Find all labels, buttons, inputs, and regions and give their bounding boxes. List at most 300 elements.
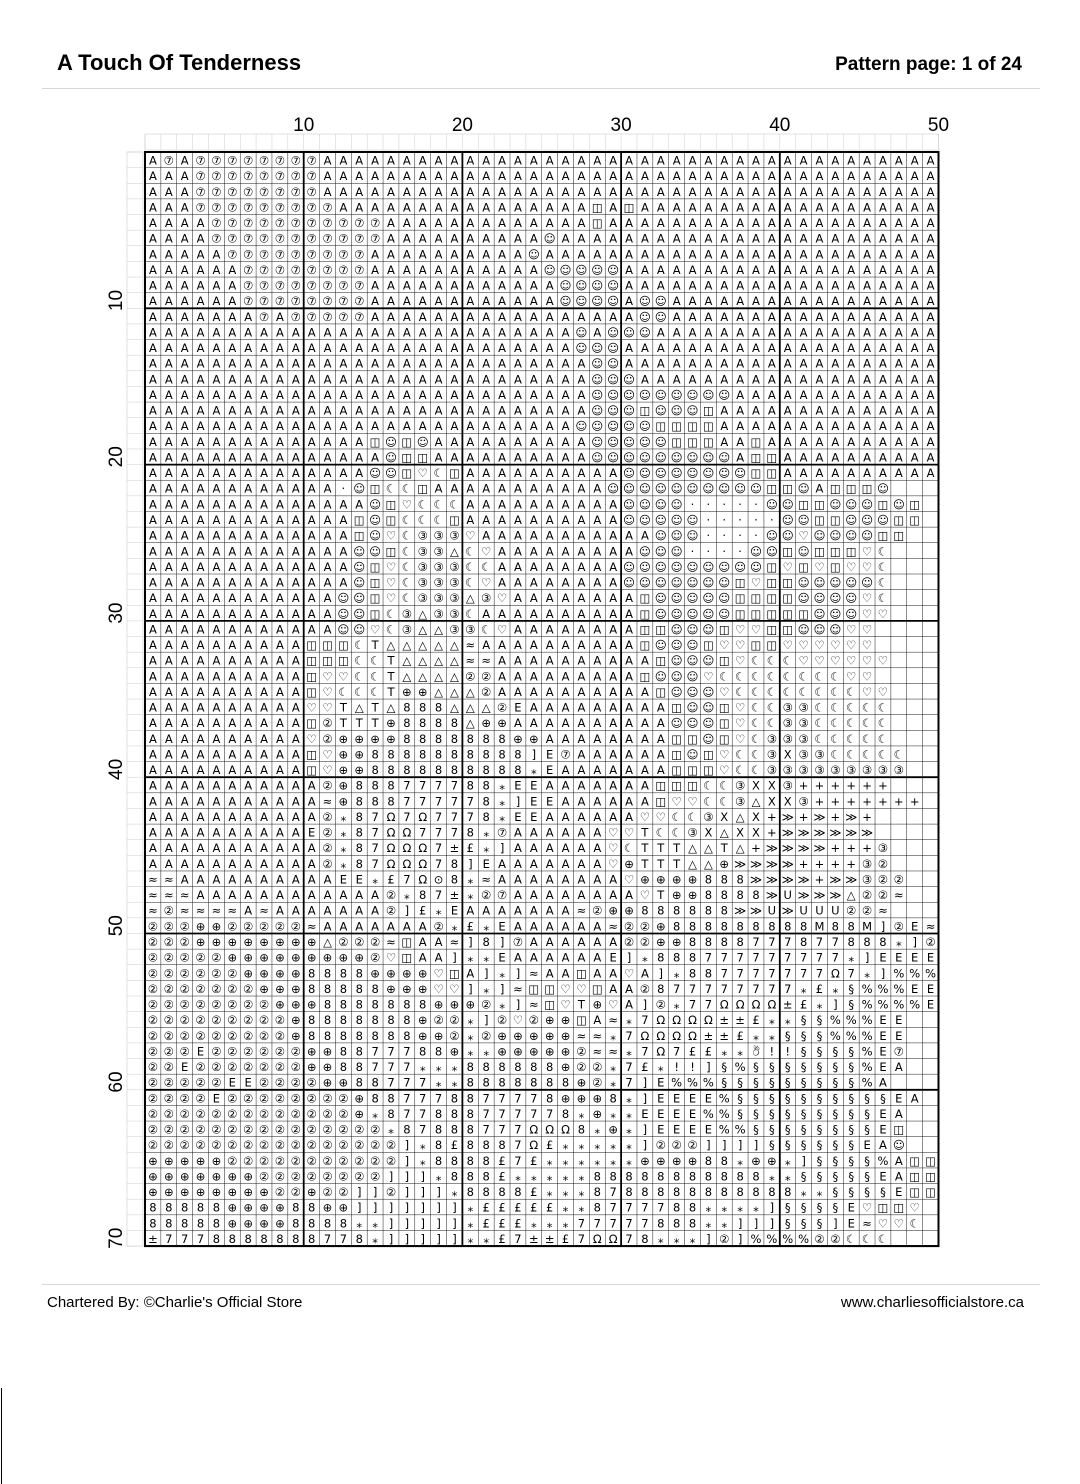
stitch-symbol: A bbox=[197, 419, 205, 433]
stitch-symbol: 8 bbox=[689, 1169, 696, 1183]
stitch-symbol: ◫ bbox=[655, 685, 666, 699]
stitch-symbol: A bbox=[720, 357, 728, 371]
stitch-symbol: A bbox=[895, 1060, 903, 1074]
stitch-symbol: ] bbox=[659, 966, 664, 980]
stitch-symbol: A bbox=[371, 310, 379, 324]
stitch-symbol: 8 bbox=[514, 1076, 521, 1090]
stitch-symbol: A bbox=[498, 872, 506, 886]
stitch-symbol: E bbox=[927, 951, 934, 965]
stitch-symbol: ☾ bbox=[751, 732, 761, 746]
stitch-symbol: A bbox=[847, 388, 855, 402]
stitch-symbol: A bbox=[244, 669, 252, 683]
stitch-symbol: A bbox=[324, 372, 332, 386]
stitch-symbol: + bbox=[878, 794, 888, 808]
stitch-symbol: △ bbox=[847, 888, 856, 902]
stitch-symbol: § bbox=[817, 1060, 823, 1074]
stitch-symbol: A bbox=[911, 247, 919, 261]
stitch-symbol: T bbox=[640, 857, 649, 871]
stitch-symbol: 8 bbox=[356, 794, 363, 808]
stitch-symbol: A bbox=[371, 919, 379, 933]
stitch-symbol: ☺ bbox=[560, 294, 572, 308]
stitch-symbol: A bbox=[244, 826, 252, 840]
stitch-symbol: 7 bbox=[673, 982, 680, 996]
stitch-symbol: ♡ bbox=[481, 544, 491, 558]
stitch-symbol: A bbox=[768, 200, 776, 214]
stitch-symbol: ☾ bbox=[703, 779, 713, 793]
stitch-symbol: A bbox=[562, 419, 570, 433]
stitch-symbol: ≈ bbox=[577, 1029, 587, 1043]
stitch-symbol: A bbox=[482, 310, 490, 324]
stitch-symbol: ☺ bbox=[766, 529, 778, 543]
stitch-symbol: 7 bbox=[752, 951, 759, 965]
stitch-symbol: ☾ bbox=[814, 701, 824, 715]
stitch-symbol: ⑦ bbox=[291, 185, 301, 199]
stitch-symbol: A bbox=[609, 591, 617, 605]
stitch-symbol: · bbox=[738, 513, 742, 527]
stitch-symbol: A bbox=[546, 450, 554, 464]
stitch-symbol: A bbox=[435, 216, 443, 230]
stitch-symbol: A bbox=[911, 310, 919, 324]
stitch-symbol: A bbox=[260, 325, 268, 339]
stitch-symbol: A bbox=[831, 279, 839, 293]
stitch-symbol: ☺ bbox=[591, 419, 603, 433]
stitch-symbol: 7 bbox=[673, 1044, 680, 1058]
stitch-symbol: 8 bbox=[483, 747, 490, 761]
stitch-symbol: E bbox=[705, 1091, 712, 1105]
stitch-symbol: 8 bbox=[467, 747, 474, 761]
stitch-symbol: A bbox=[197, 435, 205, 449]
stitch-symbol: ⊕ bbox=[545, 1029, 555, 1043]
stitch-symbol: A bbox=[451, 419, 459, 433]
stitch-symbol: ☺ bbox=[702, 716, 714, 730]
stitch-symbol: A bbox=[228, 482, 236, 496]
stitch-symbol: ☺ bbox=[623, 482, 635, 496]
stitch-symbol: A bbox=[546, 654, 554, 668]
stitch-symbol: A bbox=[800, 169, 808, 183]
stitch-symbol: ⑦ bbox=[338, 232, 348, 246]
stitch-symbol: Ω bbox=[418, 872, 427, 886]
stitch-symbol: ⊕ bbox=[513, 1044, 523, 1058]
stitch-symbol: ③ bbox=[783, 779, 793, 793]
stitch-symbol: ⑦ bbox=[354, 294, 364, 308]
stitch-symbol: 7 bbox=[689, 998, 696, 1012]
stitch-symbol: A bbox=[514, 669, 522, 683]
stitch-symbol: ② bbox=[243, 1060, 253, 1074]
stitch-symbol: § bbox=[848, 1154, 854, 1168]
stitch-symbol: ⁎ bbox=[610, 1138, 616, 1152]
stitch-symbol: A bbox=[514, 216, 522, 230]
stitch-symbol: A bbox=[546, 638, 554, 652]
stitch-symbol: ☺ bbox=[655, 669, 667, 683]
stitch-symbol: ◫ bbox=[719, 654, 730, 668]
stitch-symbol: ② bbox=[306, 1076, 316, 1090]
stitch-symbol: ⊕ bbox=[227, 935, 237, 949]
stitch-symbol: ② bbox=[243, 998, 253, 1012]
stitch-symbol: A bbox=[212, 872, 220, 886]
stitch-symbol: 8 bbox=[705, 904, 712, 918]
stitch-symbol: ② bbox=[338, 1091, 348, 1105]
stitch-symbol: A bbox=[260, 513, 268, 527]
stitch-symbol: 8 bbox=[721, 919, 728, 933]
stitch-symbol: ② bbox=[164, 1138, 174, 1152]
stitch-symbol: § bbox=[785, 1091, 791, 1105]
stitch-symbol: 8 bbox=[419, 763, 426, 777]
stitch-symbol: ⊕ bbox=[529, 1029, 539, 1043]
stitch-symbol: 8 bbox=[419, 888, 426, 902]
stitch-symbol: 8 bbox=[324, 1029, 331, 1043]
stitch-symbol: A bbox=[911, 263, 919, 277]
stitch-symbol: ⊕ bbox=[307, 1185, 317, 1199]
stitch-symbol: ⁎ bbox=[483, 1232, 489, 1246]
stitch-symbol: A bbox=[165, 216, 173, 230]
stitch-symbol: 8 bbox=[356, 826, 363, 840]
stitch-symbol: A bbox=[466, 404, 474, 418]
stitch-symbol: A bbox=[530, 404, 538, 418]
stitch-symbol: ⑦ bbox=[306, 279, 316, 293]
stitch-symbol: ⑦ bbox=[306, 216, 316, 230]
stitch-symbol: ② bbox=[306, 1091, 316, 1105]
stitch-symbol: ⑦ bbox=[513, 935, 523, 949]
stitch-symbol: ≈ bbox=[608, 1013, 618, 1027]
stitch-symbol: ☺ bbox=[893, 1138, 905, 1152]
stitch-symbol: A bbox=[657, 279, 665, 293]
stitch-symbol: ♡ bbox=[703, 669, 713, 683]
stitch-symbol: 7 bbox=[736, 982, 743, 996]
stitch-symbol: A bbox=[816, 279, 824, 293]
stitch-symbol: ☺ bbox=[353, 544, 365, 558]
stitch-symbol: ⁎ bbox=[467, 1201, 473, 1215]
stitch-symbol: A bbox=[895, 388, 903, 402]
stitch-symbol: ② bbox=[830, 1232, 840, 1246]
stitch-symbol: A bbox=[165, 263, 173, 277]
stitch-symbol: A bbox=[292, 622, 300, 636]
stitch-symbol: A bbox=[577, 622, 585, 636]
stitch-symbol: A bbox=[689, 247, 697, 261]
stitch-symbol: 8 bbox=[705, 1154, 712, 1168]
stitch-symbol: ♡ bbox=[735, 654, 745, 668]
stitch-symbol: ☺ bbox=[861, 513, 873, 527]
stitch-symbol: A bbox=[641, 529, 649, 543]
stitch-symbol: + bbox=[831, 794, 841, 808]
stitch-symbol: A bbox=[435, 951, 443, 965]
stitch-symbol: ♡ bbox=[798, 654, 808, 668]
stitch-symbol: ⁎ bbox=[610, 1029, 616, 1043]
stitch-symbol: A bbox=[911, 216, 919, 230]
stitch-symbol: 8 bbox=[371, 1076, 378, 1090]
stitch-symbol: A bbox=[181, 544, 189, 558]
stitch-symbol: A bbox=[435, 372, 443, 386]
stitch-symbol: 7 bbox=[641, 1013, 648, 1027]
stitch-symbol: A bbox=[228, 779, 236, 793]
stitch-symbol: A bbox=[387, 232, 395, 246]
stitch-symbol: A bbox=[562, 200, 570, 214]
stitch-symbol: A bbox=[530, 560, 538, 574]
stitch-symbol: 8 bbox=[467, 826, 474, 840]
stitch-symbol: ◫ bbox=[909, 513, 920, 527]
stitch-symbol: A bbox=[831, 404, 839, 418]
stitch-symbol: A bbox=[625, 716, 633, 730]
stitch-symbol: A bbox=[816, 169, 824, 183]
stitch-symbol: ☺ bbox=[782, 497, 794, 511]
stitch-symbol: § bbox=[785, 1123, 791, 1137]
stitch-symbol: A bbox=[308, 325, 316, 339]
stitch-symbol: A bbox=[466, 435, 474, 449]
stitch-symbol: A bbox=[419, 279, 427, 293]
stitch-symbol: ⁎ bbox=[420, 1060, 426, 1074]
stitch-symbol: A bbox=[149, 685, 157, 699]
stitch-symbol: ② bbox=[386, 1138, 396, 1152]
stitch-symbol: ◫ bbox=[751, 435, 762, 449]
stitch-symbol: A bbox=[355, 904, 363, 918]
stitch-symbol: 8 bbox=[483, 935, 490, 949]
stitch-symbol: A bbox=[720, 185, 728, 199]
stitch-symbol: ◫ bbox=[322, 638, 333, 652]
stitch-symbol: ◫ bbox=[925, 1154, 936, 1168]
stitch-symbol: 8 bbox=[324, 998, 331, 1012]
stitch-symbol: ⑦ bbox=[243, 185, 253, 199]
stitch-symbol: Ω bbox=[656, 1044, 665, 1058]
stitch-symbol: ☾ bbox=[354, 638, 364, 652]
stitch-symbol: A bbox=[895, 232, 903, 246]
stitch-symbol: A bbox=[181, 872, 189, 886]
stitch-symbol: A bbox=[181, 310, 189, 324]
stitch-symbol: ② bbox=[354, 1123, 364, 1137]
stitch-symbol: § bbox=[753, 1123, 759, 1137]
stitch-symbol: ② bbox=[306, 1123, 316, 1137]
stitch-symbol: A bbox=[292, 404, 300, 418]
stitch-symbol: A bbox=[466, 466, 474, 480]
stitch-symbol: ≫ bbox=[813, 826, 825, 840]
stitch-symbol: A bbox=[927, 435, 935, 449]
stitch-symbol: Ω bbox=[402, 826, 411, 840]
stitch-symbol: ♡ bbox=[846, 638, 856, 652]
stitch-symbol: ⁎ bbox=[341, 841, 347, 855]
stitch-symbol: A bbox=[562, 576, 570, 590]
stitch-symbol: ② bbox=[291, 1060, 301, 1074]
stitch-symbol: A bbox=[625, 310, 633, 324]
stitch-symbol: ⁎ bbox=[499, 966, 505, 980]
stitch-symbol: 8 bbox=[498, 1138, 505, 1152]
stitch-symbol: ③ bbox=[767, 732, 777, 746]
stitch-symbol: ⊕ bbox=[275, 951, 285, 965]
stitch-symbol: § bbox=[832, 1138, 838, 1152]
stitch-symbol: A bbox=[387, 185, 395, 199]
stitch-symbol: ② bbox=[243, 1013, 253, 1027]
stitch-symbol: A bbox=[212, 607, 220, 621]
stitch-symbol: A bbox=[911, 185, 919, 199]
stitch-symbol: ③ bbox=[433, 544, 443, 558]
stitch-symbol: A bbox=[165, 826, 173, 840]
stitch-symbol: A bbox=[831, 450, 839, 464]
stitch-symbol: Ω bbox=[545, 1123, 554, 1137]
stitch-symbol: ② bbox=[148, 982, 158, 996]
stitch-symbol: A bbox=[260, 419, 268, 433]
stitch-symbol: ♡ bbox=[814, 654, 824, 668]
stitch-symbol: T bbox=[656, 857, 665, 871]
stitch-symbol: E bbox=[689, 1091, 696, 1105]
stitch-symbol: · bbox=[691, 544, 695, 558]
stitch-symbol: A bbox=[736, 216, 744, 230]
stitch-symbol: 7 bbox=[514, 1123, 521, 1137]
stitch-symbol: A bbox=[831, 419, 839, 433]
stitch-symbol: ☺ bbox=[639, 560, 651, 574]
stitch-symbol: A bbox=[625, 247, 633, 261]
stitch-symbol: A bbox=[704, 294, 712, 308]
stitch-symbol: E bbox=[879, 1060, 886, 1074]
stitch-symbol: A bbox=[514, 919, 522, 933]
stitch-symbol: ③ bbox=[687, 826, 697, 840]
stitch-symbol: A bbox=[736, 419, 744, 433]
stitch-symbol: 7 bbox=[451, 826, 458, 840]
stitch-symbol: ☾ bbox=[433, 513, 443, 527]
stitch-symbol: ☺ bbox=[718, 560, 730, 574]
stitch-symbol: A bbox=[625, 294, 633, 308]
stitch-symbol: ◫ bbox=[687, 763, 698, 777]
stitch-symbol: 8 bbox=[340, 1216, 347, 1230]
stitch-symbol: ⑦ bbox=[243, 169, 253, 183]
stitch-symbol: ♡ bbox=[513, 1013, 523, 1027]
stitch-symbol: A bbox=[562, 966, 570, 980]
stitch-symbol: △ bbox=[418, 622, 427, 636]
stitch-symbol: 8 bbox=[657, 951, 664, 965]
stitch-symbol: A bbox=[879, 1138, 887, 1152]
stitch-symbol: E bbox=[340, 872, 347, 886]
stitch-symbol: ③ bbox=[767, 747, 777, 761]
stitch-symbol: A bbox=[704, 232, 712, 246]
stitch-symbol: A bbox=[197, 279, 205, 293]
stitch-symbol: A bbox=[689, 372, 697, 386]
stitch-symbol: ☺ bbox=[607, 279, 619, 293]
stitch-symbol: ⊕ bbox=[323, 1076, 333, 1090]
stitch-symbol: 8 bbox=[403, 716, 410, 730]
stitch-symbol: E bbox=[848, 1201, 855, 1215]
stitch-symbol: ♡ bbox=[862, 1201, 872, 1215]
stitch-symbol: ② bbox=[227, 1123, 237, 1137]
stitch-symbol: A bbox=[387, 419, 395, 433]
stitch-symbol: ⁎ bbox=[626, 1044, 632, 1058]
stitch-symbol: A bbox=[212, 576, 220, 590]
stitch-symbol: E bbox=[181, 1060, 188, 1074]
stitch-symbol: 7 bbox=[752, 966, 759, 980]
stitch-symbol: A bbox=[387, 919, 395, 933]
stitch-symbol: A bbox=[609, 763, 617, 777]
stitch-symbol: A bbox=[530, 544, 538, 558]
stitch-symbol: A bbox=[339, 497, 347, 511]
stitch-symbol: A bbox=[149, 435, 157, 449]
stitch-symbol: ≫ bbox=[845, 826, 857, 840]
stitch-symbol: ② bbox=[180, 966, 190, 980]
stitch-symbol: § bbox=[817, 1123, 823, 1137]
stitch-symbol: 8 bbox=[689, 1201, 696, 1215]
stitch-symbol: ③ bbox=[798, 716, 808, 730]
stitch-symbol: A bbox=[276, 685, 284, 699]
stitch-symbol: A bbox=[228, 450, 236, 464]
stitch-symbol: ☾ bbox=[846, 747, 856, 761]
stitch-symbol: ② bbox=[481, 1029, 491, 1043]
stitch-symbol: 7 bbox=[625, 1216, 632, 1230]
stitch-symbol: A bbox=[387, 404, 395, 418]
stitch-symbol: A bbox=[816, 450, 824, 464]
stitch-symbol: A bbox=[752, 372, 760, 386]
stitch-symbol: ♡ bbox=[322, 763, 332, 777]
stitch-symbol: A bbox=[562, 529, 570, 543]
stitch-symbol: ⁎ bbox=[420, 1154, 426, 1168]
stitch-symbol: A bbox=[577, 732, 585, 746]
stitch-symbol: ⊕ bbox=[640, 1154, 650, 1168]
stitch-symbol: ⊕ bbox=[243, 935, 253, 949]
stitch-symbol: 7 bbox=[832, 951, 839, 965]
stitch-symbol: A bbox=[355, 404, 363, 418]
stitch-symbol: A bbox=[165, 200, 173, 214]
stitch-symbol: ⁎ bbox=[721, 1201, 727, 1215]
stitch-symbol: A bbox=[879, 247, 887, 261]
stitch-symbol: 8 bbox=[514, 1060, 521, 1074]
stitch-symbol: A bbox=[911, 279, 919, 293]
stitch-symbol: ② bbox=[386, 1154, 396, 1168]
stitch-symbol: A bbox=[181, 169, 189, 183]
stitch-symbol: ♡ bbox=[862, 560, 872, 574]
stitch-symbol: A bbox=[276, 841, 284, 855]
stitch-symbol: A bbox=[530, 419, 538, 433]
stitch-symbol: A bbox=[689, 263, 697, 277]
stitch-symbol: A bbox=[212, 325, 220, 339]
stitch-symbol: A bbox=[736, 294, 744, 308]
stitch-symbol: A bbox=[609, 607, 617, 621]
stitch-symbol: A bbox=[768, 325, 776, 339]
stitch-symbol: A bbox=[514, 154, 522, 168]
stitch-symbol: ☺ bbox=[591, 404, 603, 418]
stitch-symbol: A bbox=[498, 513, 506, 527]
stitch-symbol: A bbox=[593, 169, 601, 183]
stitch-symbol: ≈ bbox=[450, 935, 460, 949]
stitch-symbol: ⁎ bbox=[896, 935, 902, 949]
stitch-symbol: ♡ bbox=[830, 638, 840, 652]
stitch-symbol: A bbox=[276, 450, 284, 464]
stitch-symbol: A bbox=[514, 185, 522, 199]
stitch-symbol: △ bbox=[434, 685, 443, 699]
stitch-symbol: 8 bbox=[356, 998, 363, 1012]
stitch-symbol: ◫ bbox=[671, 747, 682, 761]
stitch-symbol: A bbox=[609, 310, 617, 324]
stitch-symbol: A bbox=[895, 185, 903, 199]
stitch-symbol: ≫ bbox=[782, 841, 794, 855]
stitch-symbol: ♡ bbox=[878, 685, 888, 699]
stitch-symbol: A bbox=[911, 372, 919, 386]
stitch-symbol: A bbox=[244, 841, 252, 855]
stitch-symbol: ☺ bbox=[829, 622, 841, 636]
stitch-symbol: A bbox=[181, 591, 189, 605]
stitch-symbol: ☾ bbox=[862, 1232, 872, 1246]
stitch-symbol: A bbox=[562, 638, 570, 652]
stitch-symbol: A bbox=[784, 419, 792, 433]
stitch-symbol: ♡ bbox=[719, 685, 729, 699]
stitch-symbol: ⑦ bbox=[243, 263, 253, 277]
stitch-symbol: A bbox=[530, 325, 538, 339]
stitch-symbol: A bbox=[498, 638, 506, 652]
stitch-symbol: ♡ bbox=[418, 466, 428, 480]
stitch-symbol: 7 bbox=[752, 982, 759, 996]
stitch-symbol: A bbox=[704, 372, 712, 386]
stitch-symbol: ☾ bbox=[433, 466, 443, 480]
stitch-symbol: § bbox=[769, 1123, 775, 1137]
stitch-symbol: ⊕ bbox=[212, 935, 222, 949]
stitch-symbol: A bbox=[212, 591, 220, 605]
stitch-symbol: ⊕ bbox=[212, 1169, 222, 1183]
stitch-symbol: ≈ bbox=[466, 654, 476, 668]
stitch-symbol: ] bbox=[770, 1201, 775, 1215]
stitch-symbol: A bbox=[228, 607, 236, 621]
stitch-symbol: 8 bbox=[483, 1154, 490, 1168]
